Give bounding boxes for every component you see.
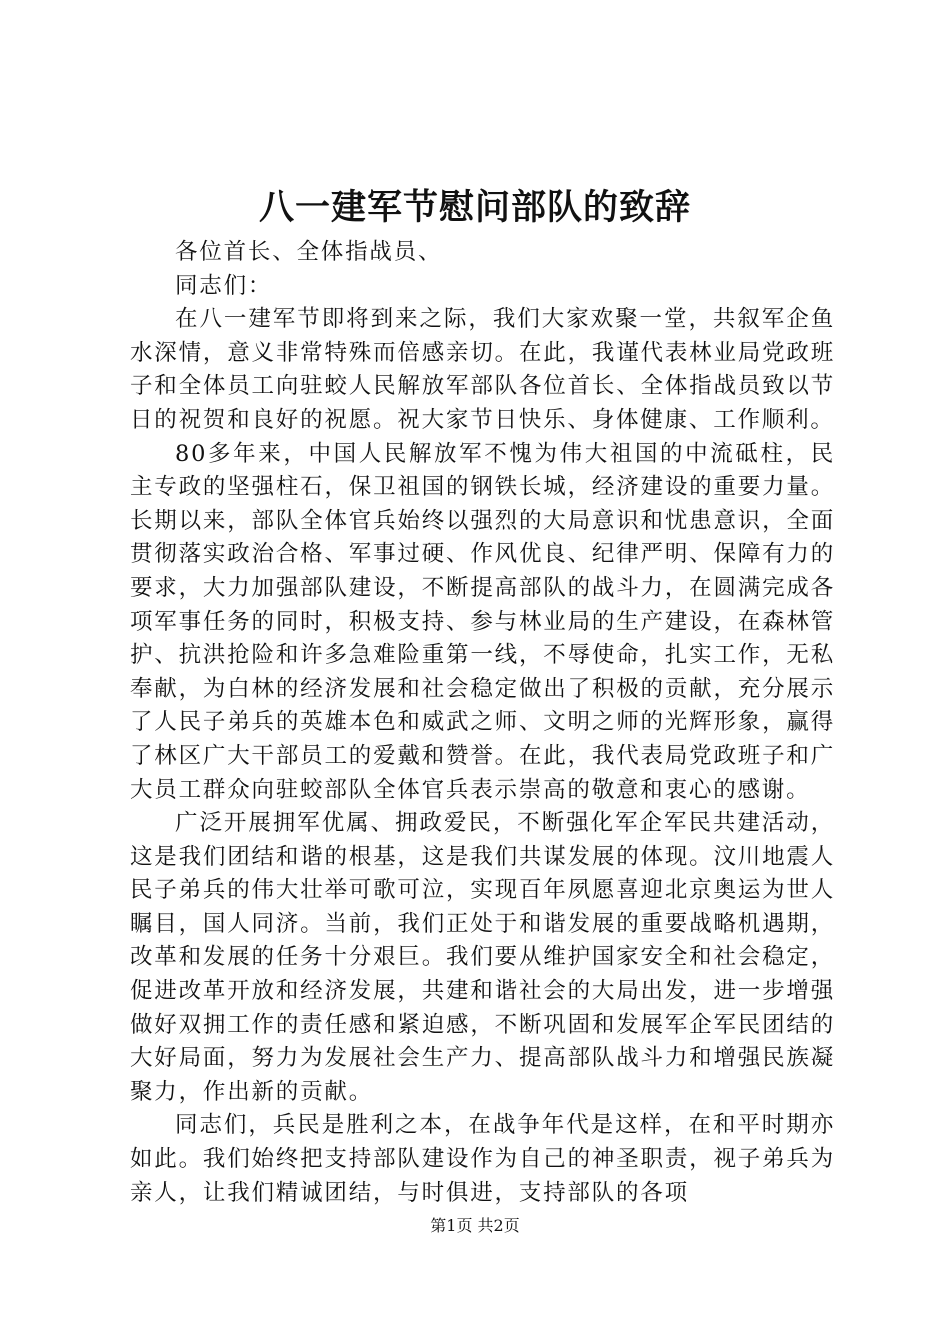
salutation-line-2: 同志们： bbox=[175, 272, 273, 299]
paragraph-2: 80多年来，中国人民解放军不愧为伟大祖国的中流砥柱，民主专政的坚强柱石，保卫祖国的钢铁长城，经济建设的重要力量。长期以来，部队全体官兵始终以强烈的大局意识和忧患意识，全面贯彻落实政治合格、军事过硬、作风优良、纪律严明、保障有力的要求，大力加强部队建设，不断提高部队的战斗力，在圆满完成各项军事任务的同时，积极支持、参与林业局的生产建设，在森林管护、抗洪抢险和许多急难险重第一线，不辱使命，扎实工作，无私奉献，为白林的经济发展和社会稳定做出了积极的贡献，充分展示了人民子弟兵的英雄本色和威武之师、文明之师的光辉形象，赢得了林区广大干部员工的爱戴和赞誉。在此，我代表局党政班子和广大员工群众向驻蛟部队全体官兵表示崇高的敬意和衷心的感谢。 bbox=[130, 440, 835, 803]
document-body bbox=[130, 236, 835, 1210]
paragraph-1: 在八一建军节即将到来之际，我们大家欢聚一堂，共叙军企鱼水深情，意义非常特殊而倍感亲切。在此，我谨代表林业局党政班子和全体员工向驻蛟人民解放军部队各位首长、全体指战员致以节日的祝贺和良好的祝愿。祝大家节日快乐、身体健康、工作顺利。 bbox=[130, 306, 835, 433]
paragraph-3: 广泛开展拥军优属、拥政爱民，不断强化军企军民共建活动，这是我们团结和谐的根基，这是我们共谋发展的体现。汶川地震人民子弟兵的伟大壮举可歌可泣，实现百年夙愿喜迎北京奥运为世人瞩目，国人同济。当前，我们正处于和谐发展的重要战略机遇期，改革和发展的任务十分艰巨。我们要从维护国家安全和社会稳定，促进改革开放和经济发展，共建和谐社会的大局出发，进一步增强做好双拥工作的责任感和紧迫感，不断巩固和发展军企军民团结的大好局面，努力为发展社会生产力、提高部队战斗力和增强民族凝聚力，作出新的贡献。 bbox=[130, 810, 835, 1105]
salutation-line-1: 各位首长、全体指战员、 bbox=[175, 239, 443, 265]
page-footer: 第1页 共2页 bbox=[430, 1216, 520, 1235]
paragraph-4: 同志们，兵民是胜利之本，在战争年代是这样，在和平时期亦如此。我们始终把支持部队建设作为自己的神圣职责，视子弟兵为亲人，让我们精诚团结，与时俱进，支持部队的各项 bbox=[130, 1112, 835, 1206]
document-title: 八一建军节慰问部队的致辞 bbox=[258, 187, 691, 228]
